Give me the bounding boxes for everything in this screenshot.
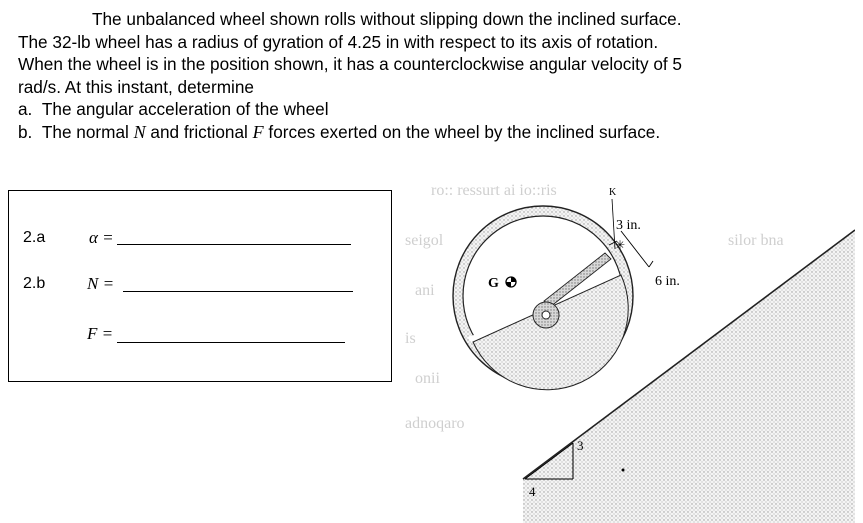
part-a bbox=[18, 98, 848, 121]
alpha-label: α = bbox=[89, 228, 114, 247]
answer-box bbox=[8, 190, 392, 382]
part-b-N: N bbox=[133, 121, 146, 142]
part-b bbox=[18, 121, 848, 144]
part-b-pre: The normal bbox=[41, 121, 134, 142]
problem-parts bbox=[18, 98, 848, 143]
friction-force-answer-blank[interactable] bbox=[117, 342, 345, 343]
wheel bbox=[453, 206, 633, 390]
svg-text:seigol: seigol bbox=[405, 232, 444, 249]
part-a-prefix: a. bbox=[18, 99, 33, 119]
svg-text:silor bna: silor bna bbox=[728, 232, 784, 249]
dimension-3in-label: 3 in. bbox=[616, 218, 641, 233]
normal-force-label: N = bbox=[87, 274, 115, 293]
speck bbox=[622, 469, 625, 472]
part-b-prefix: b. bbox=[18, 121, 33, 142]
svg-text:✳: ✳ bbox=[615, 238, 626, 252]
svg-text:onii: onii bbox=[415, 370, 440, 387]
svg-text:is: is bbox=[405, 330, 416, 347]
part-a-text: The angular acceleration of the wheel bbox=[41, 99, 329, 119]
problem-statement bbox=[18, 8, 848, 143]
friction-force-label: F = bbox=[87, 324, 114, 343]
part-b-F: F bbox=[252, 121, 264, 142]
slope-run-label: 4 bbox=[529, 484, 536, 499]
slope-rise-label: 3 bbox=[577, 438, 584, 453]
center-of-mass-label: G bbox=[488, 276, 499, 291]
svg-text:adnoqaro: adnoqaro bbox=[405, 415, 465, 432]
svg-text:ani: ani bbox=[415, 282, 435, 299]
answer-number-2a: 2.a bbox=[23, 229, 46, 246]
part-b-mid: and frictional bbox=[145, 121, 253, 142]
answer-number-2b: 2.b bbox=[23, 275, 46, 292]
problem-line-2: The 32-lb wheel has a radius of gyration of 4.25 in with respect to its axis of rotation. bbox=[18, 31, 659, 52]
dimension-6in-label: 6 in. bbox=[655, 274, 680, 289]
problem-line-3: When the wheel is in the position shown, it has a counterclockwise angular velocity of 5 bbox=[18, 54, 682, 74]
part-b-post: forces exerted on the wheel by the inclined surface. bbox=[263, 121, 661, 142]
centroid-icon bbox=[506, 277, 516, 287]
wheel-incline-figure bbox=[403, 183, 855, 523]
problem-line-4: rad/s. At this instant, determine bbox=[18, 76, 254, 97]
alpha-answer-blank[interactable] bbox=[117, 244, 351, 245]
problem-line-1: The unbalanced wheel shown rolls without slipping down the inclined surface. bbox=[92, 9, 682, 29]
svg-text:ro:: ressurt ai io::ris: ro:: ressurt ai io::ris bbox=[431, 183, 557, 199]
svg-text:K: K bbox=[609, 187, 617, 198]
normal-force-answer-blank[interactable] bbox=[123, 291, 353, 292]
